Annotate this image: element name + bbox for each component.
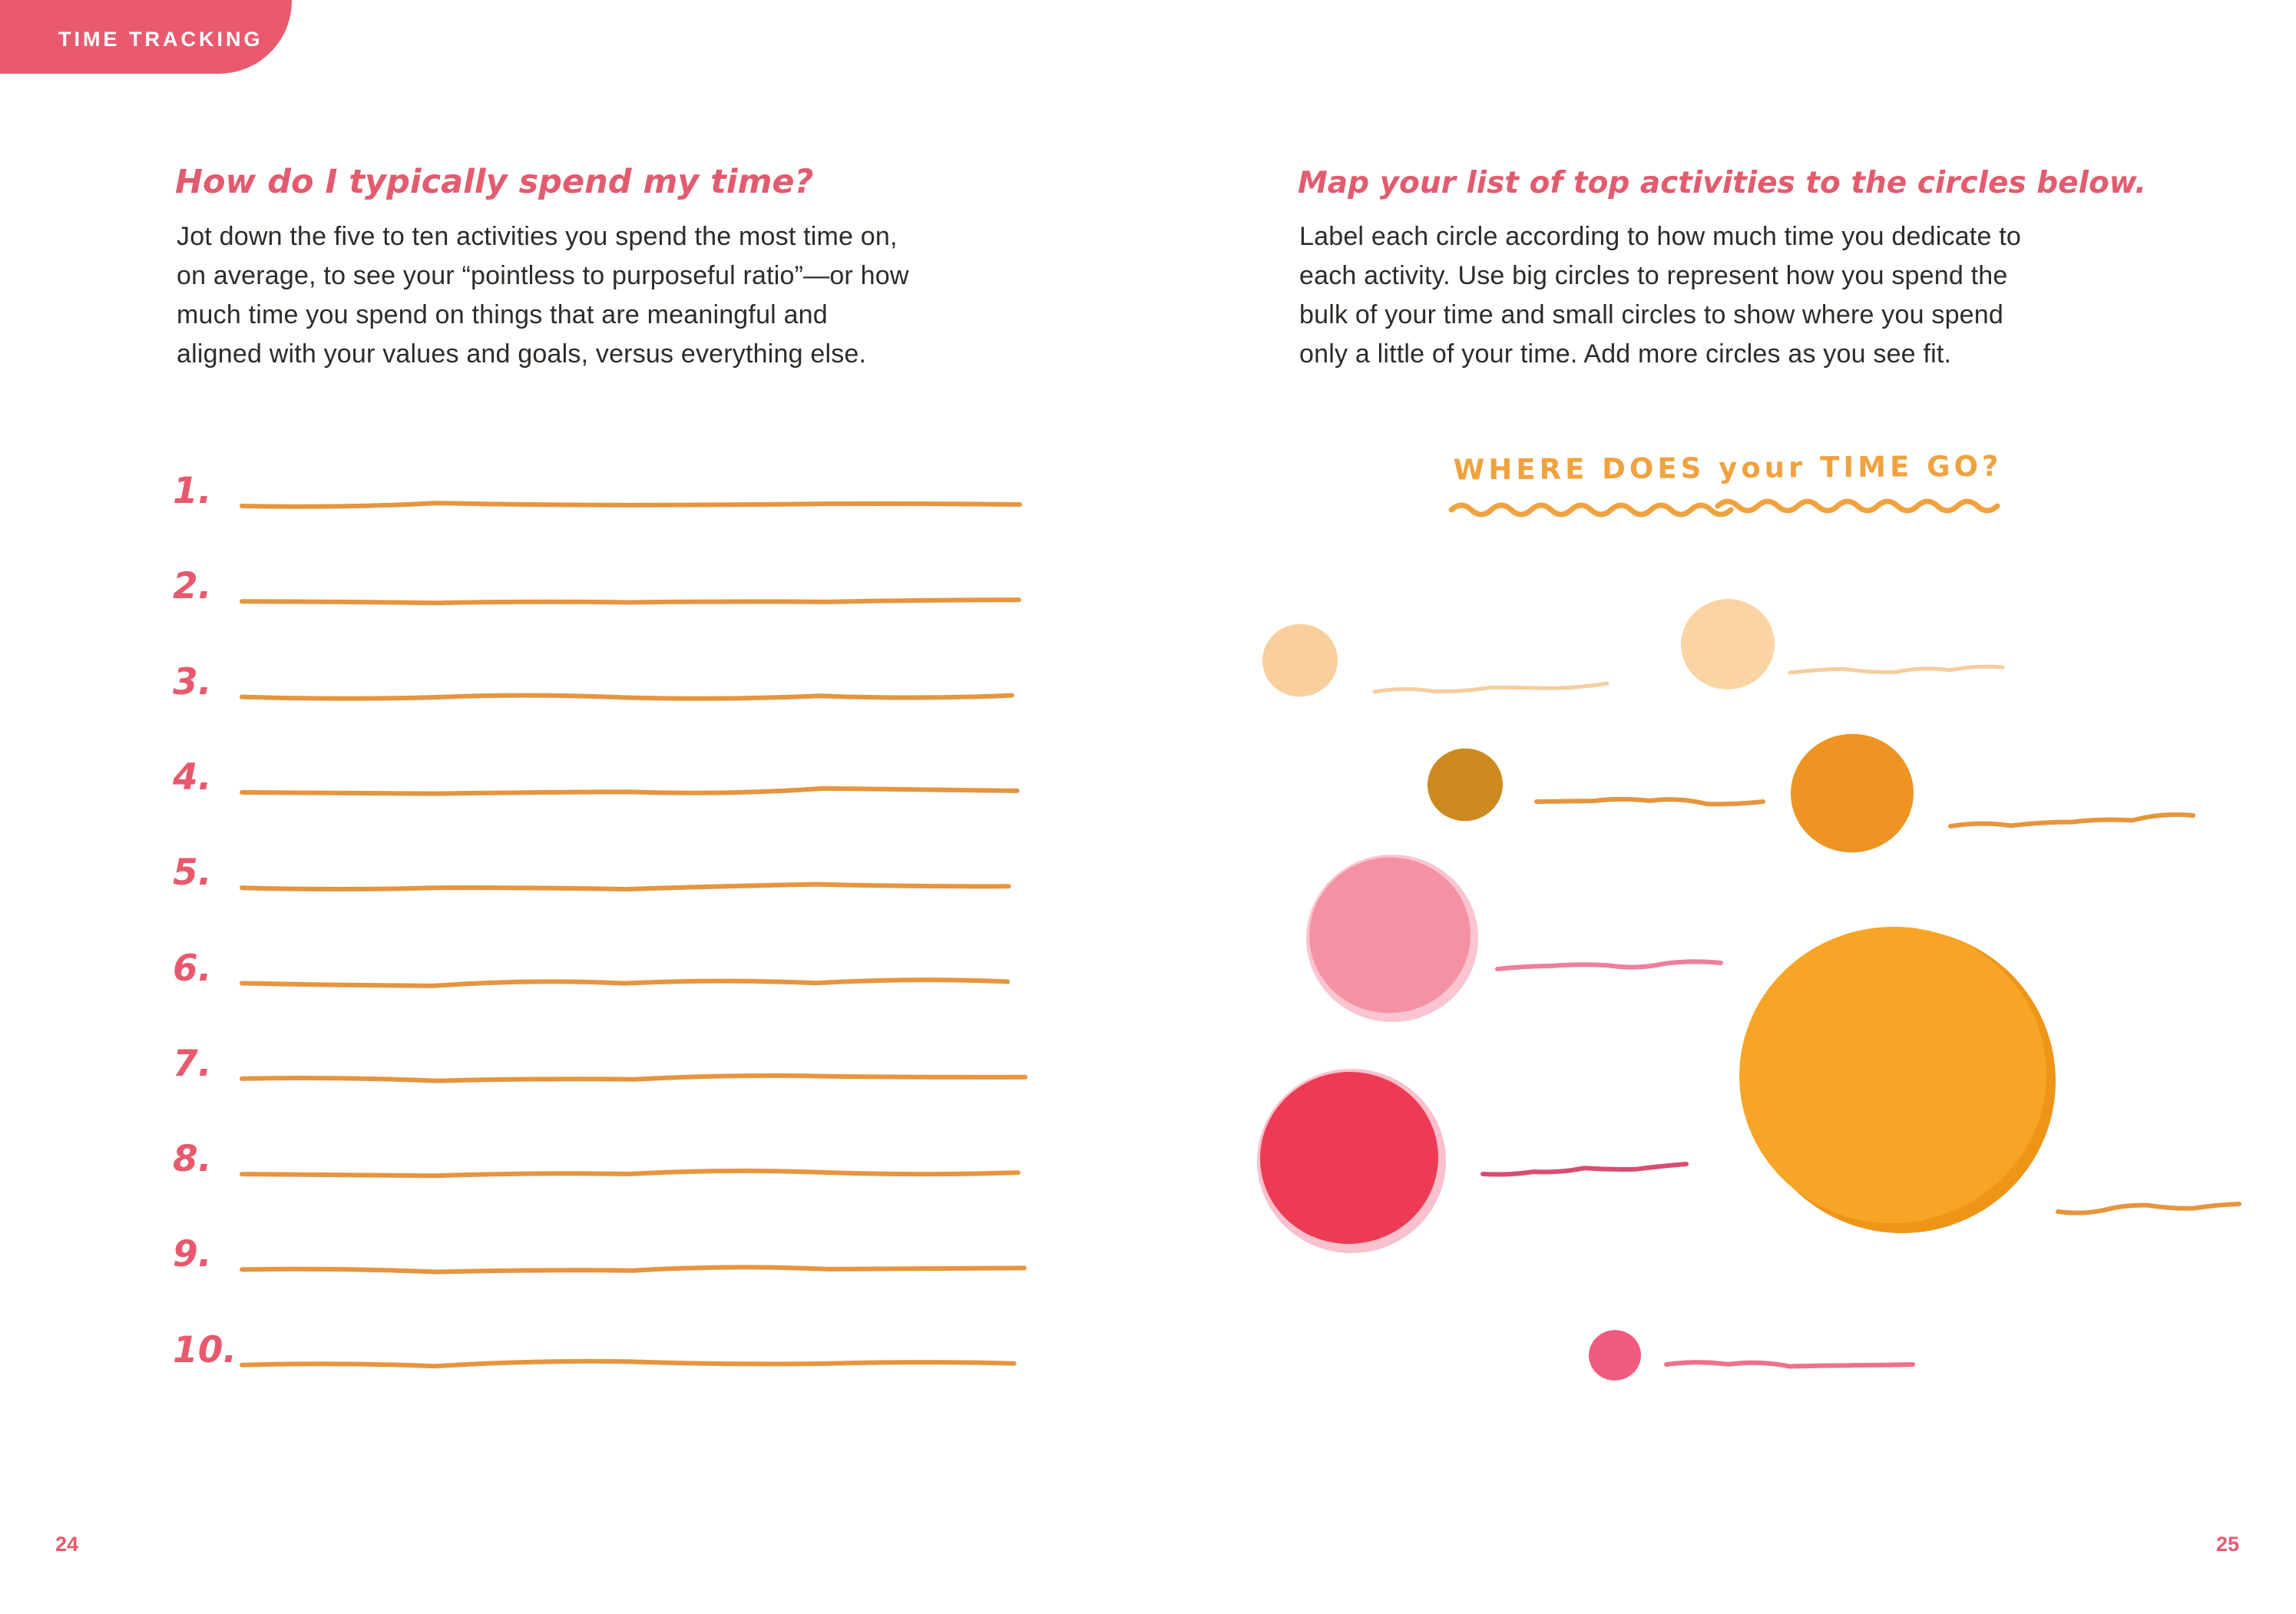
list-item (0, 756, 1075, 825)
wavy-underline (1718, 501, 1997, 511)
circle-label-line[interactable] (1375, 683, 1607, 692)
activity-circle[interactable] (1677, 595, 1778, 693)
paragraph-line: aligned with your values and goals, versus everything else. (177, 339, 867, 369)
paragraph-line: bulk of your time and small circles to show where you spend (1299, 300, 2003, 329)
time-go-prompt: WHERE DOES your TIME GO? (1453, 449, 2003, 487)
activity-circle[interactable] (1786, 729, 1919, 858)
list-item-number: 2. (173, 565, 212, 608)
circle-label-line[interactable] (1537, 799, 1763, 804)
list-item-number: 3. (173, 660, 212, 703)
circle-label-line[interactable] (1790, 666, 2003, 673)
left-page-paragraph (177, 217, 909, 374)
left-page-heading: How do I typically spend my time? (175, 163, 814, 201)
activity-circle[interactable] (1424, 746, 1506, 825)
circle-label-line[interactable] (1666, 1362, 1913, 1366)
list-item (0, 1329, 1075, 1398)
activity-circle[interactable] (1259, 621, 1341, 700)
list-item (0, 565, 1075, 634)
list-item (0, 1043, 1075, 1112)
paragraph-line: only a little of your time. Add more circles as you see fit. (1299, 339, 1952, 369)
activity-circle[interactable] (1586, 1328, 1643, 1382)
right-page-heading: Map your list of top activities to the circles below. (1298, 166, 2147, 200)
page-number-right: 25 (2216, 1533, 2240, 1556)
paragraph-line: on average, to see your “pointless to purposeful ratio”—or how (177, 261, 909, 290)
list-item-number: 9. (173, 1233, 212, 1276)
list-item (0, 948, 1075, 1017)
right-page-paragraph (1299, 217, 2021, 374)
list-item (0, 852, 1075, 921)
list-item-number: 10. (173, 1328, 237, 1371)
list-item-number: 7. (173, 1042, 212, 1085)
wavy-underline (1451, 505, 1731, 514)
list-item-number: 6. (173, 947, 212, 990)
list-item-number: 1. (173, 470, 212, 512)
circle-label-line[interactable] (1497, 961, 1721, 969)
circle-label-line[interactable] (1483, 1164, 1686, 1175)
section-tab-label: TIME TRACKING (58, 28, 263, 51)
page-number-left: 24 (55, 1533, 79, 1556)
list-item (0, 470, 1075, 539)
list-item-number: 5. (173, 852, 212, 895)
list-item-number: 4. (173, 756, 212, 799)
paragraph-line: much time you spend on things that are meaningful and (177, 300, 828, 329)
paragraph-line: each activity. Use big circles to represent how you spend the (1299, 261, 2008, 290)
paragraph-line: Label each circle according to how much time you dedicate to (1299, 222, 2021, 251)
list-item (0, 661, 1075, 730)
paragraph-line: Jot down the five to ten activities you spend the most time on, (177, 222, 898, 251)
list-item (0, 1233, 1075, 1302)
list-item-number: 8. (173, 1138, 212, 1181)
circle-label-line[interactable] (1950, 815, 2193, 826)
list-item (0, 1138, 1075, 1207)
circle-label-line[interactable] (2058, 1204, 2239, 1213)
